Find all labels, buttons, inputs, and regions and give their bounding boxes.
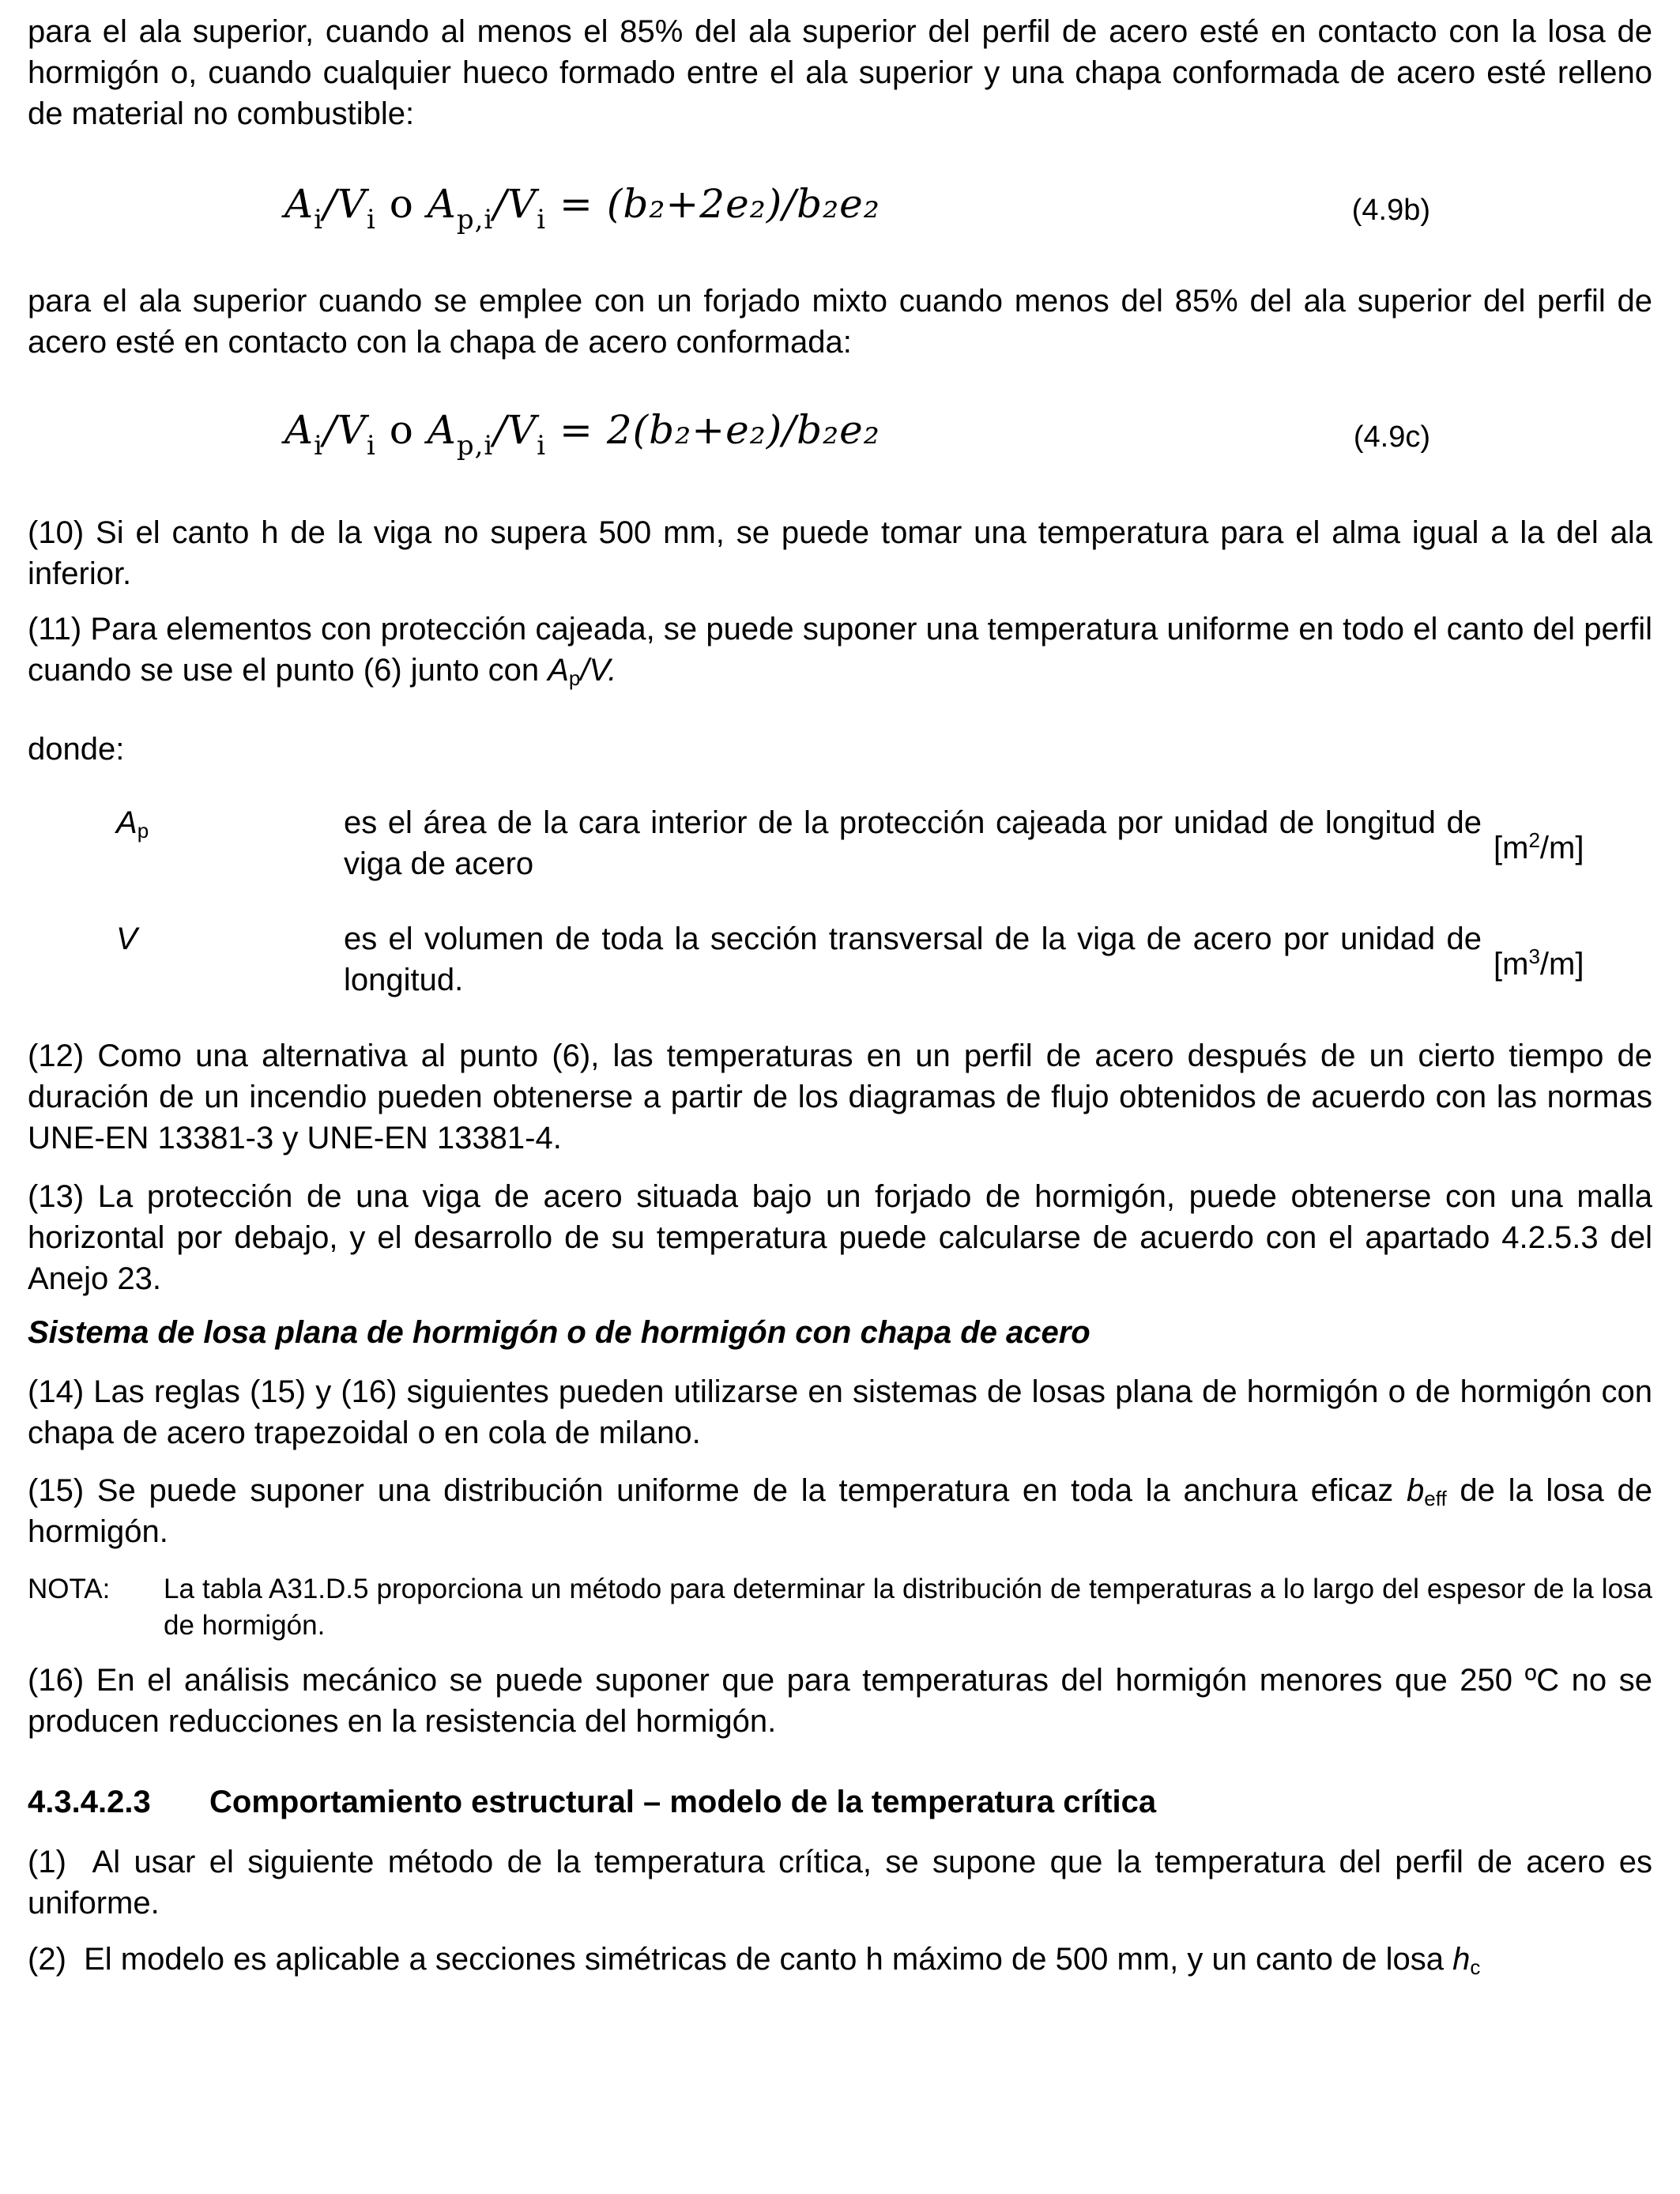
subsection-title: Sistema de losa plana de hormigón o de hormigón con chapa de acero (28, 1315, 1090, 1350)
critical-item-1-text: Al usar el siguiente método de la temperatura crítica, se supone que la temperatura del perfil de acero es uniforme. (28, 1845, 1652, 1921)
item-12 (28, 1035, 1652, 1159)
item-10 (28, 512, 1652, 594)
item-13-text: La protección de una viga de acero situada bajo un forjado de hormigón, puede obtenerse con una malla horizontal por debajo, y el desarrollo de su temperatura puede calcularse de acuerdo con el apartado 4.2.5.3 del Anejo 23. (28, 1179, 1652, 1296)
definition-v-text: es el volumen de toda la sección transversal de la viga de acero por unidad de longitud. (344, 922, 1482, 997)
item-14 (28, 1371, 1652, 1453)
note-label: NOTA: (28, 1574, 111, 1604)
critical-item-2-number: (2) (28, 1942, 66, 1977)
item-13-number: (13) (28, 1179, 85, 1214)
intro-paragraph-1: para el ala superior, cuando al menos el 85% del ala superior del perfil de acero esté en contacto con la losa de hormigón o, cuando cualquier hueco formado entre el ala superior y una chapa conformada de acero esté relleno de material no combustible: (28, 14, 1652, 131)
item-15 (28, 1470, 1652, 1552)
section-heading (28, 1781, 1156, 1823)
definition-ap-symbol: $A_p$ (116, 805, 149, 843)
critical-item-1 (28, 1842, 1652, 1924)
definition-ap-text: es el área de la cara interior de la protección cajeada por unidad de longitud de viga de acero (344, 805, 1482, 881)
item-11-subscript: p (568, 666, 581, 690)
item-15-text-end: de la losa de hormigón. (28, 1473, 1652, 1549)
equation-4-9b: $A_i/V_i$ o $A_{p,i}/V_i = (b_2+2e_2)/b_2e_2$ (284, 181, 880, 236)
item-14-text: Las reglas (15) y (16) siguientes pueden utilizarse en sistemas de losas plana de hormigón o de hormigón con chapa de acero trapezoidal o en cola de milano. (28, 1374, 1653, 1450)
item-10-number: (10) (28, 515, 85, 550)
section-heading-title: Comportamiento estructural – modelo de la temperatura crítica (209, 1785, 1157, 1819)
item-14-number: (14) (28, 1374, 85, 1409)
equation-number-4-9b: (4.9b) (1351, 194, 1430, 227)
item-12-text: Como una alternativa al punto (6), las temperaturas en un perfil de acero después de un cierto tiempo de duración de un incendio pueden obtenerse a partir de los diagramas de flujo obtenidos de acuerdo con las normas UNE-EN 13381-3 y UNE-EN 13381-4. (28, 1039, 1652, 1155)
critical-item-2-subscript: c (1470, 1955, 1481, 1979)
item-11-text: Para elementos con protección cajeada, se puede suponer una temperatura uniforme en todo el canto del perfil cuando se use el punto (6) junto con (28, 612, 1652, 688)
item-11-number: (11) (28, 612, 82, 647)
critical-item-2-symbol: h (1452, 1942, 1471, 1977)
critical-item-2 (28, 1939, 1652, 1980)
item-11-text-end: /V. (580, 653, 617, 688)
item-16 (28, 1660, 1652, 1742)
item-15-symbol: b (1406, 1473, 1425, 1508)
definition-v-unit: $[m^3/m]$ (1494, 944, 1584, 982)
intro-paragraph-2: para el ala superior cuando se emplee con un forjado mixto cuando menos del 85% del ala superior del perfil de acero esté en contacto con la chapa de acero conformada: (28, 284, 1652, 360)
item-15-text: Se puede suponer una distribución uniforme de la temperatura en toda la anchura eficaz (96, 1473, 1407, 1508)
equation-4-9c: $A_i/V_i$ o $A_{p,i}/V_i = 2(b_2+e_2)/b_2e_2$ (284, 407, 880, 462)
equation-number-4-9c: (4.9c) (1353, 420, 1430, 454)
item-11-symbol: A (548, 653, 569, 688)
item-13 (28, 1176, 1652, 1299)
equation-4-9c-rhs: 2(b₂+e₂)/b₂e₂ (606, 407, 880, 453)
definition-ap (28, 802, 1652, 889)
definition-v (28, 918, 1652, 1005)
section-heading-number: 4.3.4.2.3 (28, 1785, 151, 1819)
critical-item-1-number: (1) (28, 1845, 66, 1879)
item-10-text: Si el canto h de la viga no supera 500 mm, se puede tomar una temperatura para el alma igual a la del ala inferior. (28, 515, 1652, 591)
item-11 (28, 609, 1652, 691)
note-text: La tabla A31.D.5 proporciona un método para determinar la distribución de temperaturas a lo largo del espesor de la losa de hormigón. (164, 1574, 1652, 1641)
item-16-number: (16) (28, 1663, 85, 1698)
donde-label: donde: (28, 732, 125, 767)
item-12-number: (12) (28, 1039, 85, 1073)
item-15-number: (15) (28, 1473, 85, 1508)
definition-v-symbol: V (116, 922, 137, 956)
note (28, 1571, 1652, 1644)
item-16-text: En el análisis mecánico se puede suponer que para temperaturas del hormigón menores que 250 ºC no se producen reducciones en la resistencia del hormigón. (28, 1663, 1652, 1739)
equation-4-9b-rhs: (b₂+2e₂)/b₂e₂ (606, 181, 880, 227)
definition-ap-unit: $[m^2/m]$ (1494, 828, 1584, 865)
item-15-subscript: eff (1424, 1487, 1447, 1510)
critical-item-2-text: El modelo es aplicable a secciones simétricas de canto h máximo de 500 mm, y un canto de losa (84, 1942, 1453, 1977)
